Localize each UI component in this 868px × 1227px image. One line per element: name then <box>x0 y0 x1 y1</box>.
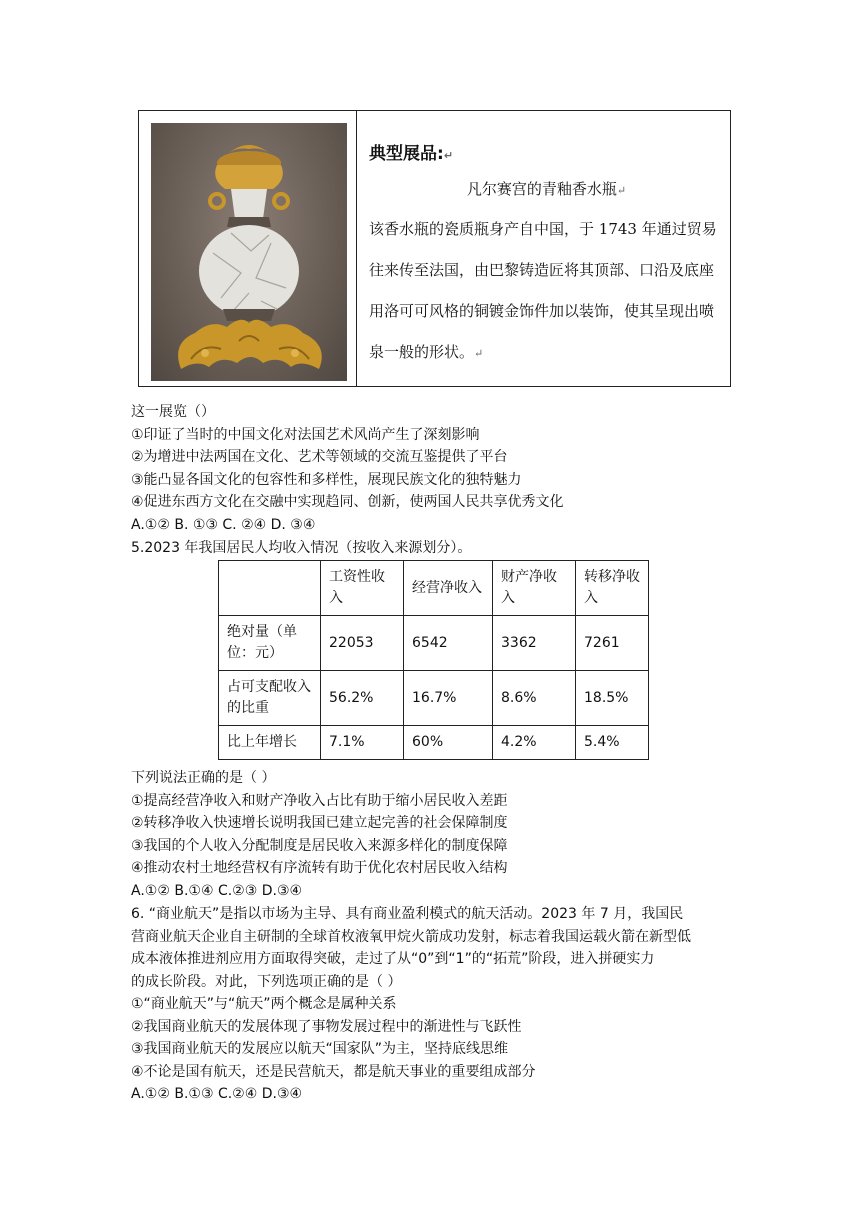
table-cell: 7.1% <box>321 726 404 760</box>
vase-photo <box>151 123 347 381</box>
q4-option-4: ④促进东西方文化在交融中实现趋同、创新，使两国人民共享优秀文化 <box>131 494 564 510</box>
table-cell: 16.7% <box>404 671 493 726</box>
table-header-row <box>219 561 649 616</box>
table-row <box>219 671 649 726</box>
table-header-cell: 转移净收入 <box>576 561 649 616</box>
q5-title-block <box>131 537 741 560</box>
q6-choices: A.①② B.①③ C.②④ D.③④ <box>131 1086 303 1102</box>
perfume-vase-illustration <box>151 123 347 381</box>
table-cell: 绝对量（单位：元） <box>219 616 321 671</box>
exhibit-box <box>138 110 731 387</box>
table-cell: 比上年增长 <box>219 726 321 760</box>
q6-option-2: ②我国商业航天的发展体现了事物发展过程中的渐进性与飞跃性 <box>131 1018 522 1035</box>
q4-option-3: ③能凸显各国文化的包容性和多样性，展现民族文化的独特魅力 <box>131 471 522 488</box>
q6-option-1: ①“商业航天”与“航天”两个概念是属种关系 <box>131 996 397 1012</box>
q6-stem-line: 营商业航天企业自主研制的全球首枚液氧甲烷火箭成功发射，标志着我国运载火箭在新型低 <box>131 928 691 945</box>
table-cell: 5.4% <box>576 726 649 760</box>
q5-option-1: ①提高经营净收入和财产净收入占比有助于缩小居民收入差距 <box>131 792 508 809</box>
table-header-cell: 经营净收入 <box>404 561 493 616</box>
q5-option-2: ②转移净收入快速增长说明我国已建立起完善的社会保障制度 <box>131 815 508 831</box>
q6-stem-line: 成本液体推进剂应用方面取得突破，走过了从“0”到“1”的“拓荒”阶段，进入拼硬实力 <box>131 951 655 967</box>
q5-option-3: ③我国的个人收入分配制度是居民收入来源多样化的制度保障 <box>131 837 508 854</box>
q4-option-2: ②为增进中法两国在文化、艺术等领域的交流互鉴提供了平台 <box>131 449 508 465</box>
exhibit-divider <box>356 111 357 386</box>
table-row <box>219 726 649 760</box>
q5-choices: A.①② B.①④ C.②③ D.③④ <box>131 882 303 899</box>
q6-option-4: ④不论是国有航天，还是民营航天，都是航天事业的重要组成部分 <box>131 1063 536 1080</box>
q4-choices: A.①② B. ①③ C. ②④ D. ③④ <box>131 516 316 533</box>
q6-option-3: ③我国商业航天的发展应以航天“国家队”为主，坚持底线思维 <box>131 1041 509 1057</box>
table-header-cell: 工资性收入 <box>321 561 404 616</box>
question-5 <box>131 767 741 902</box>
table-cell: 22053 <box>321 616 404 671</box>
exhibit-name: 凡尔赛宫的青釉香水瓶↵ <box>466 180 627 198</box>
q4-option-1: ①印证了当时的中国文化对法国艺术风尚产生了深刻影响 <box>131 426 480 443</box>
table-cell: 60% <box>404 726 493 760</box>
table-cell: 7261 <box>576 616 649 671</box>
exhibit-heading: 典型展品:↵ <box>369 144 454 164</box>
table-cell: 18.5% <box>576 671 649 726</box>
q6-stem-line: 的成长阶段。对此，下列选项正确的是（ ） <box>131 973 402 990</box>
q4-stem: 这一展览（） <box>131 404 215 420</box>
q5-stem: 下列说法正确的是（ ） <box>131 770 276 786</box>
table-cell: 4.2% <box>493 726 576 760</box>
table-header-cell <box>219 561 321 616</box>
table-header-cell: 财产净收入 <box>493 561 576 616</box>
q6-stem-line: 6. “商业航天”是指以市场为主导、具有商业盈利模式的航天活动。2023 年 7 月，我国民 <box>131 906 684 922</box>
table-row <box>219 616 649 671</box>
question-6 <box>131 903 741 1106</box>
income-table <box>218 560 649 760</box>
q5-option-4: ④推动农村土地经营权有序流转有助于优化农村居民收入结构 <box>131 860 508 876</box>
table-cell: 6542 <box>404 616 493 671</box>
table-cell: 占可支配收入的比重 <box>219 671 321 726</box>
question-4 <box>131 401 741 536</box>
q5-title: 5.2023 年我国居民人均收入情况（按收入来源划分）。 <box>131 540 472 556</box>
exhibit-text <box>369 139 724 374</box>
table-cell: 56.2% <box>321 671 404 726</box>
exhibit-description: 该香水瓶的瓷质瓶身产自中国，于 1743 年通过贸易往来传至法国，由巴黎铸造匠将其顶部、口沿及底座用洛可可风格的铜镀金饰件加以装饰，使其呈现出喷泉一般的形状。↵ <box>369 220 717 361</box>
table-cell: 3362 <box>493 616 576 671</box>
table-cell: 8.6% <box>493 671 576 726</box>
